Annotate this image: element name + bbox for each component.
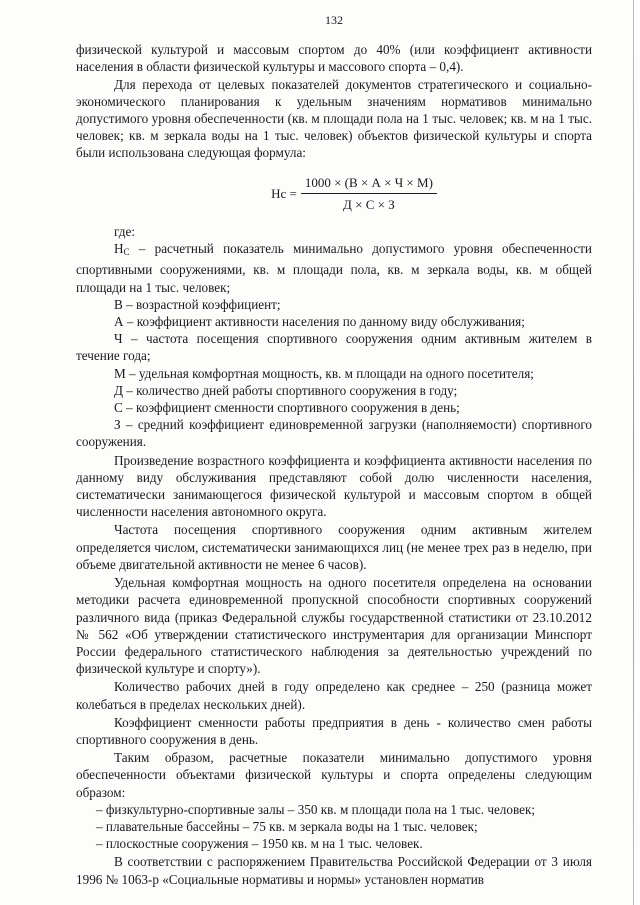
hc-subscript: С [123, 247, 130, 258]
list-item-pools: – плавательные бассейны – 75 кв. м зеркала воды на 1 тыс. человек; [96, 818, 478, 834]
formula [76, 174, 592, 213]
formula-lhs: Нс = [271, 185, 297, 201]
definition-item: А – коэффициент активности населения по данному виду обслуживания; [114, 314, 525, 330]
paragraph-coefficients: Произведение возрастного коэффициента и коэффициента активности населения по данному виду обслуживания представляют собой долю численности населения, систематически занимающегося физической культурой и массовым спортом в общей численности населения автономного округа. [76, 452, 592, 520]
definition-item: З – средний коэффициент единовременной загрузки (наполняемости) спортивного сооружения. [76, 417, 592, 450]
formula-fraction [301, 174, 437, 213]
definition-hc [76, 240, 592, 296]
formula-numerator: 1000 × (В × А × Ч × М) [301, 174, 437, 194]
formula-denominator: Д × С × З [343, 196, 395, 212]
where-label: где: [114, 224, 135, 240]
paragraph-shift-coefficient: Коэффициент сменности работы предприятия в день - количество смен работы спортивного сооружения в день. [76, 714, 592, 747]
definition-item: В – возрастной коэффициент; [114, 296, 281, 312]
paragraph-working-days: Количество рабочих дней в году определено как среднее – 250 (разница может колебаться в пределах нескольких дней). [76, 679, 592, 712]
page-number: 132 [325, 13, 343, 27]
paragraph-frequency: Частота посещения спортивного сооружения одним активным жителем определяется числом, систематически занимающихся лиц (не менее трех раз в неделю, при объеме двигательной активности не менее 6 часов). [76, 522, 592, 572]
definition-item: Ч – частота посещения спортивного сооружения одним активным жителем в течение года; [76, 331, 592, 364]
definition-item: Д – количество дней работы спортивного сооружения в году; [114, 382, 458, 398]
definition-item: С – коэффициент сменности спортивного сооружения в день; [114, 400, 460, 416]
list-item-halls: – физкультурно-спортивные залы – 350 кв. м площади пола на 1 тыс. человек; [96, 801, 536, 817]
hc-text: – расчетный показатель минимально допустимого уровня обеспеченности спортивными сооружениями, кв. м площади пола, кв. м зеркала воды, кв. м общей площади на 1 тыс. человек; [76, 241, 592, 295]
paragraph-capacity: Удельная комфортная мощность на одного посетителя определена на основании методики расчета единовременной пропускной способности спортивных сооружений различного вида (приказ Федеральной службы государственной статистики от 23.10.2012 № 562 «Об утверждении статистического инструментария для организации Минспорт России федерального статистического наблюдения за деятельностью учреждений по физической культуре и спорту»). [76, 575, 592, 677]
paragraph-summary: Таким образом, расчетные показатели минимально допустимого уровня обеспеченности объектами физической культуры и спорта определены следующим образом: [76, 750, 592, 800]
list-item-flat-facilities: – плоскостные сооружения – 1950 кв. м на 1 тыс. человек. [96, 836, 423, 852]
paragraph-continuation: физической культурой и массовым спортом до 40% (или коэффициент активности населения в области физической культуры и массового спорта – 0,4). [76, 42, 592, 75]
hc-symbol: Н [114, 241, 124, 257]
paragraph-formula-intro: Для перехода от целевых показателей документов стратегического и социально-экономического планирования к удельным значениям нормативов минимально допустимого уровня обеспеченности (кв. м площади пола на 1 тыс. человек; кв. м на 1 тыс. человек; кв. м зеркала воды на 1 тыс. человек) объектов физической культуры и спорта были использована следующая формула: [76, 76, 592, 161]
paragraph-final: В соответствии с распоряжением Правительства Российской Федерации от 3 июля 1996 № 1063-р «Социальные нормативы и нормы» установлен норматив [76, 854, 592, 887]
definition-item: М – удельная комфортная мощность, кв. м площади на одного посетителя; [114, 365, 534, 381]
